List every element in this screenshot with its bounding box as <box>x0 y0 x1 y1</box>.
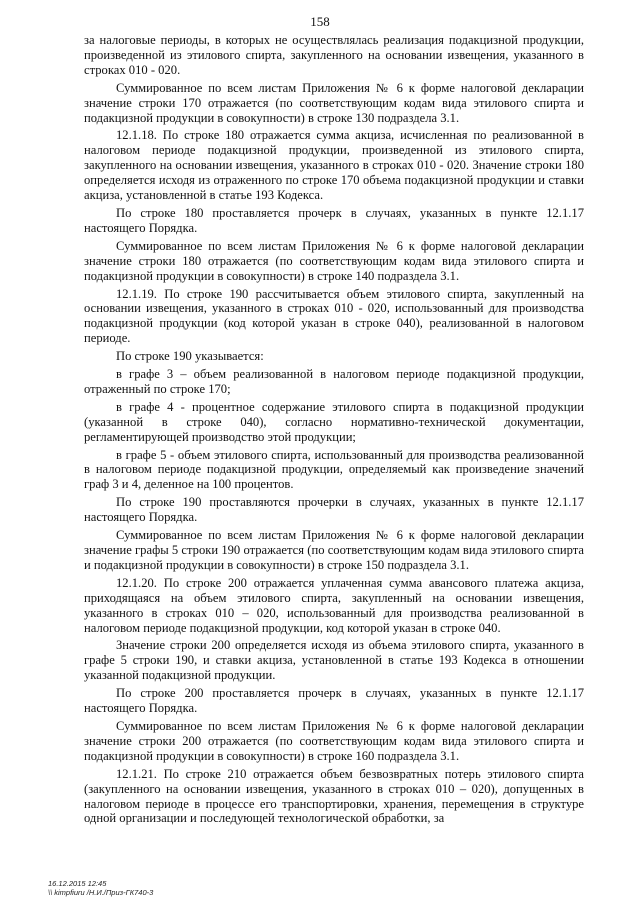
paragraph: По строке 190 указывается: <box>116 349 264 364</box>
paragraph-12-1-18: 12.1.18. По строке 180 отражается сумма акциза, исчисленная по реализованной в налоговом периоде подакцизной продукции, произведенной из этилового спирта, закупленного на основании извещения, указанного в строках 010 - 020. Значение строки 180 определяется исходя из отраженного по строке 170 объема подакцизной продукции и ставки акциза, установленной в статье 193 Кодекса. <box>84 128 584 203</box>
footer-stamp <box>48 879 153 897</box>
paragraph: Суммированное по всем листам Приложения № 6 к форме налоговой декларации значение графы 5 строки 190 отражается (по соответствующим кодам вида этилового спирта и подакцизной продукции в совокупности) в строке 150 подраздела 3.1. <box>84 528 584 572</box>
body-text <box>84 33 584 829</box>
page-number: 158 <box>310 14 330 29</box>
paragraph: Суммированное по всем листам Приложения № 6 к форме налоговой декларации значение строки 200 отражается (по соответствующим кодам вида этилового спирта и подакцизной продукции в совокупности) в строке 160 подраздела 3.1. <box>84 718 584 763</box>
paragraph: По строке 190 проставляются прочерки в случаях, указанных в пункте 12.1.17 настоящего Порядка. <box>84 495 584 525</box>
paragraph-12-1-19: 12.1.19. По строке 190 рассчитывается объем этилового спирта, закупленный на основании извещения, указанного в строках 010 - 020, использованный для производства подакцизной продукции (код которой указан в строке 040), реализованной в налоговом периоде. <box>84 286 584 346</box>
list-item-column-4: в графе 4 - процентное содержание этилового спирта в подакцизной продукции (указанной в строке 040), согласно нормативно-технической документации, регламентирующей производство этой продукции; <box>84 399 584 444</box>
footer-date: 16.12.2015 12:45 <box>48 879 107 888</box>
list-item-column-3: в графе 3 – объем реализованной в налоговом периоде подакцизной продукции, отраженный по строке 170; <box>84 367 584 396</box>
paragraph-continuation: за налоговые периоды, в которых не осуществлялась реализация подакцизной продукции, произведенной из этилового спирта, закупленного на основании извещения, указанного в строках 010 - 020. <box>84 33 584 77</box>
paragraph: Суммированное по всем листам Приложения № 6 к форме налоговой декларации значение строки 180 отражается (по соответствующим кодам вида этилового спирта и подакцизной продукции в совокупности) в строке 140 подраздела 3.1. <box>84 238 584 283</box>
paragraph: По строке 200 проставляется прочерк в случаях, указанных в пункте 12.1.17 настоящего Порядка. <box>84 686 584 716</box>
paragraph: Значение строки 200 определяется исходя из объема этилового спирта, указанного в графе 5 строки 190, и ставки акциза, установленной в статье 193 Кодекса в отношении указанной подакцизной продукции. <box>84 638 584 683</box>
list-item-column-5: в графе 5 - объем этилового спирта, использованный для производства реализованной в налоговом периоде подакцизной продукции, определяемый как произведение значений граф 3 и 4, деленное на 100 процентов. <box>84 447 584 492</box>
paragraph-12-1-21: 12.1.21. По строке 210 отражается объем безвозвратных потерь этилового спирта (закупленного на основании извещения, указанного в строках 010 – 020), допущенных в налоговом периоде в процессе его транспортировки, хранения, перемещения в структуре одной организации и последующей технологической обработки, за <box>84 766 584 826</box>
paragraph: По строке 180 проставляется прочерк в случаях, указанных в пункте 12.1.17 настоящего Порядка. <box>84 205 584 235</box>
paragraph: Суммированное по всем листам Приложения № 6 к форме налоговой декларации значение строки 170 отражается (по соответствующим кодам вида этилового спирта и подакцизной продукции в совокупности) в строке 130 подраздела 3.1. <box>84 80 584 125</box>
paragraph-12-1-20: 12.1.20. По строке 200 отражается уплаченная сумма авансового платежа акциза, приходящаяся на объем этилового спирта, закупленный на основании извещения, указанного в строках 010 – 020, использованный для производства реализованной в налоговом периоде подакцизной продукции, код которой указан в строке 040. <box>84 575 584 635</box>
footer-path: \\ kimpfiuru /Н.И./Приз-ГК740-3 <box>48 888 154 897</box>
